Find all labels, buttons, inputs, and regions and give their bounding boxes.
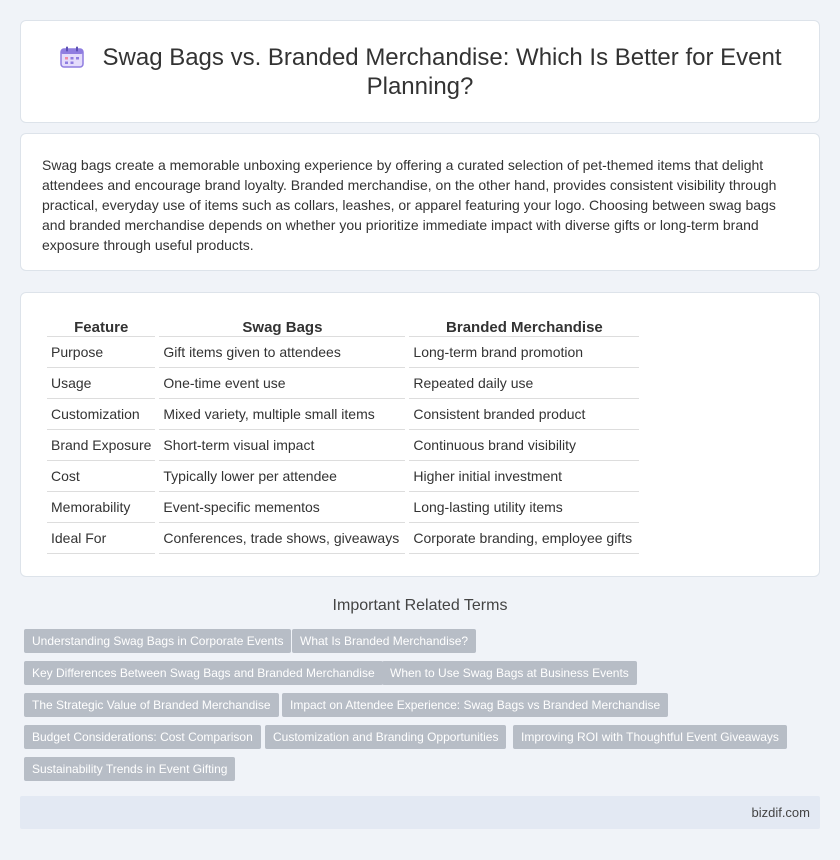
footer-bar [20,796,820,829]
table-cell: Conferences, trade shows, giveaways [159,523,405,554]
intro-paragraph: Swag bags create a memorable unboxing experience by offering a curated selection of pet-themed items that delight attendees and encourage brand loyalty. Branded merchandise, on the other hand, provides consistent visibility through practical, everyday use of items such as collars, leashes, or apparel featuring your logo. Choosing between swag bags and branded merchandise depends on whether you prioritize immediate impact with diverse gifts or long-term brand exposure through useful products. [42,157,777,253]
table-header-cell: Swag Bags [159,317,405,337]
comparison-card [20,292,820,577]
related-term-tag[interactable]: Impact on Attendee Experience: Swag Bags vs Branded Merchandise [282,693,668,717]
table-cell: Gift items given to attendees [159,337,405,368]
related-term-tag[interactable]: Budget Considerations: Cost Comparison [24,725,261,749]
table-cell: Long-term brand promotion [409,337,639,368]
table-cell: Brand Exposure [47,430,155,461]
related-term-tag[interactable]: Customization and Branding Opportunities [265,725,506,749]
table-row [47,430,639,461]
table-header-cell: Branded Merchandise [409,317,639,337]
table-row [47,461,639,492]
table-cell: Ideal For [47,523,155,554]
intro-card [20,133,820,271]
related-term-tag[interactable]: Key Differences Between Swag Bags and Branded Merchandise [24,661,383,685]
table-cell: Event-specific mementos [159,492,405,523]
table-row [47,523,639,554]
table-cell: Long-lasting utility items [409,492,639,523]
comparison-table [43,317,643,554]
table-cell: Higher initial investment [409,461,639,492]
table-cell: Usage [47,368,155,399]
page-title-wrap [21,43,819,101]
table-cell: Purpose [47,337,155,368]
table-cell: Cost [47,461,155,492]
footer-site-link[interactable]: bizdif.com [751,805,810,820]
table-row [47,337,639,368]
table-cell: Customization [47,399,155,430]
related-term-tag[interactable]: The Strategic Value of Branded Merchandise [24,693,279,717]
related-terms-heading: Important Related Terms [332,597,508,614]
table-row [47,492,639,523]
title-card [20,20,820,123]
table-header-cell: Feature [47,317,155,337]
table-header-row [47,317,639,337]
table-row [47,368,639,399]
related-term-tag[interactable]: What Is Branded Merchandise? [292,629,476,653]
table-cell: Typically lower per attendee [159,461,405,492]
calendar-icon [59,46,85,68]
related-term-tag[interactable]: Sustainability Trends in Event Gifting [24,757,235,781]
table-cell: Short-term visual impact [159,430,405,461]
table-cell: Corporate branding, employee gifts [409,523,639,554]
related-term-tag[interactable]: Improving ROI with Thoughtful Event Giveaways [513,725,787,749]
table-cell: One-time event use [159,368,405,399]
table-cell: Repeated daily use [409,368,639,399]
table-row [47,399,639,430]
related-term-tag[interactable]: Understanding Swag Bags in Corporate Events [24,629,291,653]
related-term-tag[interactable]: When to Use Swag Bags at Business Events [382,661,637,685]
table-cell: Consistent branded product [409,399,639,430]
page-title: Swag Bags vs. Branded Merchandise: Which Is Better for Event Planning? [102,44,782,100]
table-cell: Mixed variety, multiple small items [159,399,405,430]
table-cell: Memorability [47,492,155,523]
table-cell: Continuous brand visibility [409,430,639,461]
